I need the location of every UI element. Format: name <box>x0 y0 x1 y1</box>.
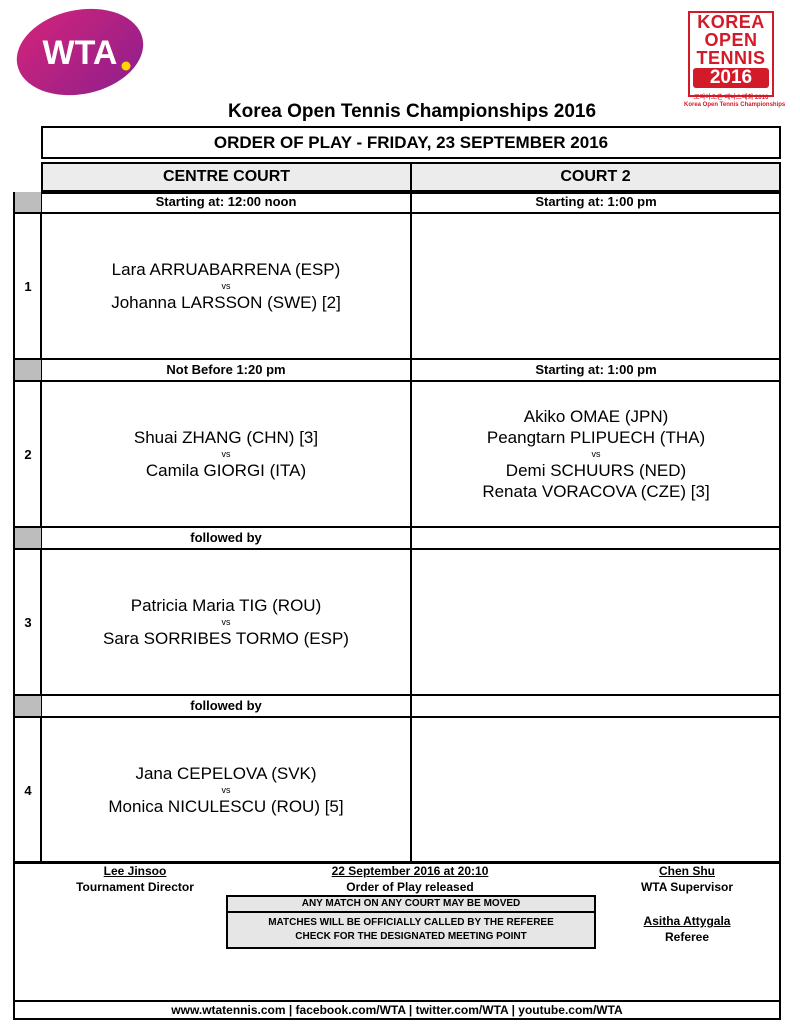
release-label: Order of Play released <box>346 880 474 894</box>
player-name: Renata VORACOVA (CZE) [3] <box>482 482 710 501</box>
court-divider-overlay <box>410 192 412 863</box>
match-number: 3 <box>15 550 41 696</box>
match-number: 1 <box>15 214 41 360</box>
player-name: Sara SORRIBES TORMO (ESP) <box>103 629 349 648</box>
supervisor-name: Chen Shu <box>659 864 715 878</box>
subheading-court2-4 <box>411 696 781 718</box>
korea-logo-line1: KOREA <box>697 12 765 32</box>
release-info <box>300 864 520 894</box>
row-subheading-marker <box>15 528 41 550</box>
korea-logo-line2: OPEN <box>704 30 758 50</box>
subheading-centre-2: Not Before 1:20 pm <box>41 360 411 382</box>
korea-open-logo <box>684 11 786 109</box>
versus-label: vs <box>591 449 601 459</box>
subheading-centre-1: Starting at: 12:00 noon <box>41 192 411 214</box>
player-name: Johanna LARSSON (SWE) [2] <box>111 293 341 312</box>
player-name: Camila GIORGI (ITA) <box>145 461 307 480</box>
referee-name: Asitha Attygala <box>643 914 731 928</box>
subheading-court2-3 <box>411 528 781 550</box>
player-name: Monica NICULESCU (ROU) [5] <box>108 797 344 816</box>
subheading-centre-4: followed by <box>41 696 411 718</box>
referee-role: Referee <box>664 930 710 944</box>
player-name: Peangtarn PLIPUECH (THA) <box>486 428 706 447</box>
versus-label: vs <box>221 785 231 795</box>
wta-logo-text: WTA <box>42 34 118 72</box>
player-name: Jana CEPELOVA (SVK) <box>135 764 317 783</box>
match-cell-court2-1 <box>411 214 781 360</box>
versus-label: vs <box>221 449 231 459</box>
player-name: Shuai ZHANG (CHN) [3] <box>133 428 319 447</box>
subheading-centre-3: followed by <box>41 528 411 550</box>
match-cell-centre-3 <box>41 550 411 696</box>
match-cell-centre-1 <box>41 214 411 360</box>
match-cell-court2-2 <box>411 382 781 528</box>
wta-logo <box>14 6 146 96</box>
match-number: 4 <box>15 718 41 864</box>
court-heading-centre: CENTRE COURT <box>41 162 412 192</box>
subheading-court2-2: Starting at: 1:00 pm <box>411 360 781 382</box>
tournament-director <box>60 864 210 894</box>
korea-logo-line4: 2016 <box>693 68 769 88</box>
wta-supervisor <box>612 864 762 894</box>
player-name: Lara ARRUABARRENA (ESP) <box>111 260 341 279</box>
director-role: Tournament Director <box>76 880 194 894</box>
player-name: Akiko OMAE (JPN) <box>523 407 669 426</box>
match-cell-court2-3 <box>411 550 781 696</box>
match-cell-court2-4 <box>411 718 781 864</box>
subheading-court2-1: Starting at: 1:00 pm <box>411 192 781 214</box>
korea-logo-line3: TENNIS <box>696 48 766 68</box>
supervisor-role: WTA Supervisor <box>640 880 733 894</box>
versus-label: vs <box>221 281 231 291</box>
director-name: Lee Jinsoo <box>103 864 167 878</box>
order-of-play-heading: ORDER OF PLAY - FRIDAY, 23 SEPTEMBER 2016 <box>41 126 781 159</box>
match-cell-centre-2 <box>41 382 411 528</box>
match-number: 2 <box>15 382 41 528</box>
match-cell-centre-4 <box>41 718 411 864</box>
release-date: 22 September 2016 at 20:10 <box>331 864 489 878</box>
korea-logo-subtitle: 코리아오픈 테니스대회 2016 Korea Open Tennis Championships <box>684 95 786 108</box>
referee <box>612 914 762 944</box>
court-heading-court2: COURT 2 <box>410 162 781 192</box>
row-subheading-marker <box>15 360 41 382</box>
player-name: Patricia Maria TIG (ROU) <box>130 596 322 615</box>
notice-called-by-referee: MATCHES WILL BE OFFICIALLY CALLED BY THE REFEREE CHECK FOR THE DESIGNATED MEETING POINT <box>226 911 596 949</box>
player-name: Demi SCHUURS (NED) <box>505 461 687 480</box>
versus-label: vs <box>221 617 231 627</box>
row-subheading-marker <box>15 696 41 718</box>
tournament-title: Korea Open Tennis Championships 2016 <box>227 101 597 122</box>
social-links: www.wtatennis.com | facebook.com/WTA | twitter.com/WTA | youtube.com/WTA <box>13 1000 781 1020</box>
notice-match-moved: ANY MATCH ON ANY COURT MAY BE MOVED <box>226 895 596 913</box>
row-subheading-marker <box>15 192 41 214</box>
